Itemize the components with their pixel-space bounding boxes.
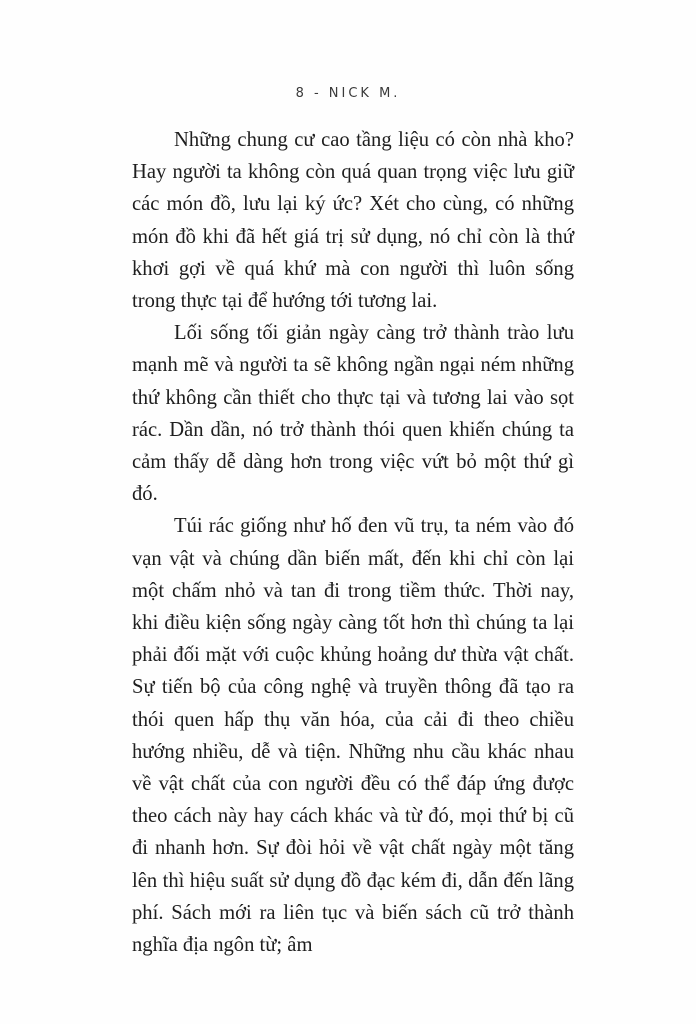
paragraph: Lối sống tối giản ngày càng trở thành trào lưu mạnh mẽ và người ta sẽ không ngần ngại ném những thứ không cần thiết cho thực tại và tương lai vào sọt rác. Dần dần, nó trở thành thói quen khiến chúng ta cảm thấy dễ dàng hơn trong việc vứt bỏ một thứ gì đó. — [132, 322, 574, 506]
paragraph: Túi rác giống như hố đen vũ trụ, ta ném vào đó vạn vật và chúng dần biến mất, đến khi chỉ còn lại một chấm nhỏ và tan đi trong tiềm thức. Thời nay, khi điều kiện sống ngày càng tốt hơn thì chúng ta lại phải đối mặt với cuộc khủng hoảng dư thừa vật chất. Sự tiến bộ của công nghệ và truyền thông đã tạo ra thói quen hấp thụ văn hóa, của cải đi theo chiều hướng nhiều, dễ và tiện. Những nhu cầu khác nhau về vật chất của con người đều có thể đáp ứng được theo cách này hay cách khác và từ đó, mọi thứ bị cũ đi nhanh hơn. Sự đòi hỏi về vật chất ngày một tăng lên thì hiệu suất sử dụng đồ đạc kém đi, dẫn đến lãng phí. Sách mới ra liên tục và biến sách cũ trở thành nghĩa địa ngôn từ; âm — [132, 515, 574, 957]
page-body — [132, 124, 574, 961]
paragraph: Những chung cư cao tầng liệu có còn nhà kho? Hay người ta không còn quá quan trọng việc lưu giữ các món đồ, lưu lại ký ức? Xét cho cùng, có những món đồ khi đã hết giá trị sử dụng, nó chỉ còn là thứ khơi gợi về quá khứ mà con người thì luôn sống trong thực tại để hướng tới tương lai. — [132, 129, 574, 313]
running-head: 8 - NICK M. — [295, 86, 401, 101]
